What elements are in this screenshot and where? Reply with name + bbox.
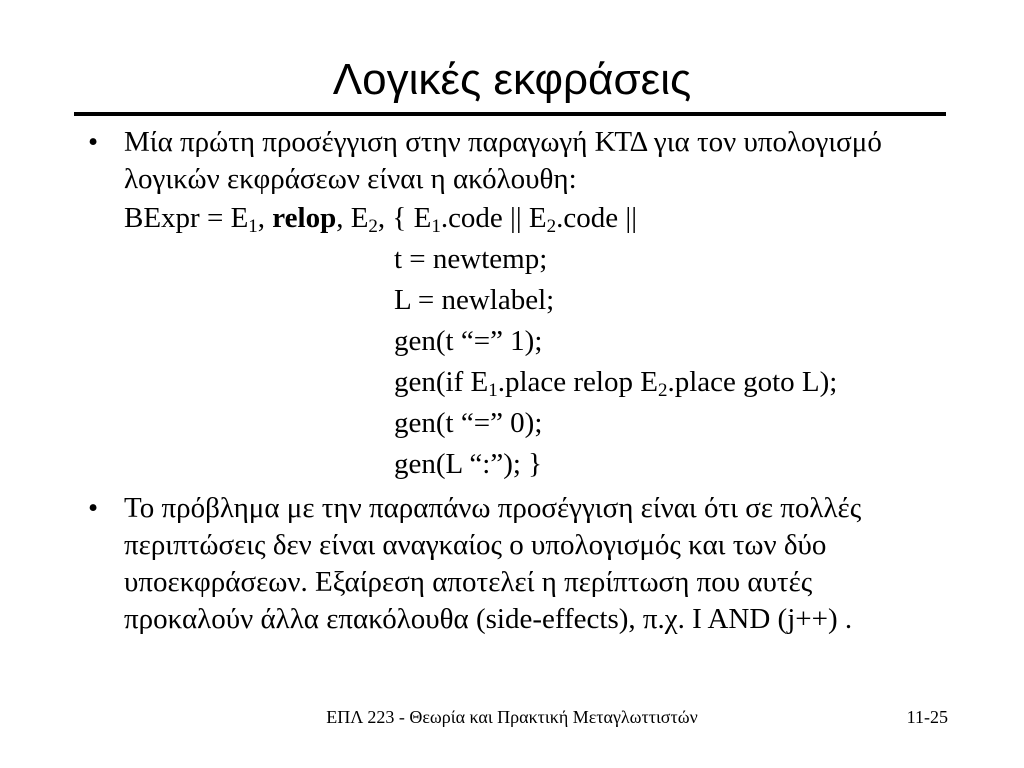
bullet-marker: • — [88, 492, 99, 524]
if-part-1: gen(if E — [394, 366, 489, 398]
code-line: gen(L “:”); } — [394, 448, 543, 480]
title-underline — [74, 112, 946, 116]
bullet-item-1 — [88, 124, 944, 485]
code-line: gen(t “=” 1); — [394, 325, 543, 357]
production-mid: , E — [336, 202, 369, 234]
footer-course-title: ΕΠΛ 223 - Θεωρία και Πρακτική Μεταγλωττιστών — [326, 707, 698, 727]
if-part-3: .place goto L); — [667, 366, 838, 398]
code-end: .code || — [556, 202, 637, 234]
code-line: gen(t “=” 0); — [394, 407, 543, 439]
bullet-item-2 — [88, 490, 944, 638]
bullet-2-text: Το πρόβλημα με την παραπάνω προσέγγιση είναι ότι σε πολλές περιπτώσεις δεν είναι αναγκαίος ο υπολογισμός και των δύο υποεκφράσεων. Εξαίρεση αποτελεί η περίπτωση που αυτές προκαλούν άλλα επακόλουθα (side-effects), π.χ. I AND (j++) . — [124, 492, 862, 635]
relop-keyword: relop — [272, 202, 337, 234]
if-part-2: .place relop E — [497, 366, 658, 398]
subscript: 1 — [488, 380, 498, 401]
subscript: 2 — [546, 216, 557, 237]
production-comma: , — [257, 202, 273, 234]
production-head: BExpr = E — [124, 202, 249, 234]
code-mid: .code || E — [440, 202, 547, 234]
action-start: , { E — [377, 202, 432, 234]
subscript: 1 — [248, 216, 258, 237]
code-line: t = newtemp; — [394, 243, 548, 275]
subscript: 2 — [368, 216, 378, 237]
code-line-if — [124, 362, 944, 403]
bullet-marker: • — [88, 126, 99, 158]
production-rule-line — [124, 198, 944, 239]
page-number: 11-25 — [906, 707, 948, 727]
subscript: 2 — [657, 380, 668, 401]
bullet-1-intro: Μία πρώτη προσέγγιση στην παραγωγή ΚΤΔ για τον υπολογισμό λογικών εκφράσεων είναι η ακόλουθη: — [124, 126, 882, 195]
subscript: 1 — [431, 216, 441, 237]
slide-title: Λογικές εκφράσεις — [332, 55, 692, 104]
code-line: L = newlabel; — [394, 284, 555, 316]
